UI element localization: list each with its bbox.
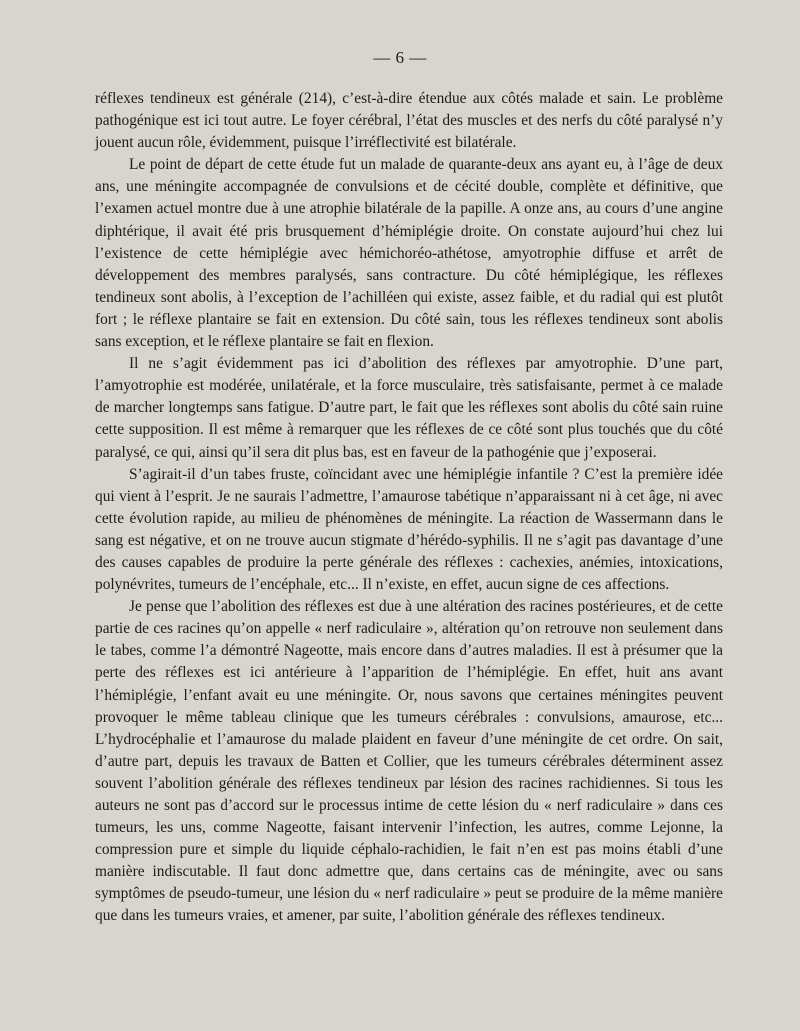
paragraph-3: Il ne s’agit évidemment pas ici d’abolition des réflexes par amyotrophie. D’une part, l’amyotrophie est modérée, unilatérale, et la force musculaire, très satisfaisante, permet à ce malade de marcher longtemps sans fatigue. D’autre part, le fait que les réflexes sont abolis du côté sain ruine cette supposition. Il est même à remarquer que les réflexes de ce côté sont plus touchés que du côté paralysé, ce qui, ainsi qu’il sera dit plus bas, est en faveur de la pathogénie que j’exposerai. xyxy=(95,355,723,461)
body-text xyxy=(95,88,723,928)
page-number: — 6 — xyxy=(373,48,427,67)
paragraph-5: Je pense que l’abolition des réflexes est due à une altération des racines postérieures, et de cette partie de ces racines qu’on appelle « nerf radiculaire », altération qu’on retrouve non seulement dans le tabes, comme l’a démontré Nageotte, mais encore dans d’autres maladies. Il est à présumer que la perte des réflexes est ici antérieure à l’apparition de l’hémiplégie. En effet, huit ans avant l’hémiplégie, l’enfant avait eu une méningite. Or, nous savons que certaines méningites peuvent provoquer le même tableau clinique que les tumeurs cérébrales : convulsions, amaurose, etc... L’hydrocéphalie et l’amaurose du malade plaident en faveur d’une méningite de cet ordre. On sait, d’autre part, depuis les travaux de Batten et Collier, que les tumeurs cérébrales déterminent assez souvent l’abolition générale des réflexes tendineux par lésion des racines rachidiennes. Si tous les auteurs ne sont pas d’accord sur le processus intime de cette lésion du « nerf radiculaire » dans ces tumeurs, les uns, comme Nageotte, faisant intervenir l’infection, les autres, comme Lejonne, la compression pure et simple du liquide céphalo-rachidien, le fait n’en est pas moins établi d’une manière indiscutable. Il faut donc admettre que, dans certains cas de méningite, avec ou sans symptômes de pseudo-tumeur, une lésion du « nerf radiculaire » peut se produire de la même manière que dans les tumeurs vraies, et amener, par suite, l’abolition générale des réflexes tendineux. xyxy=(95,598,723,925)
paragraph-2: Le point de départ de cette étude fut un malade de quarante-deux ans ayant eu, à l’âge de deux ans, une méningite accompagnée de convulsions et de cécité double, complète et définitive, que l’examen actuel montre due à une atrophie bilatérale de la papille. A onze ans, au cours d’une angine diphtérique, il avait été pris brusquement d’hémiplégie droite. On constate aujourd’hui chez lui l’existence de cette hémiplégie avec hémichoréo-athétose, amyotrophie diffuse et arrêt de développement des membres paralysés, sans contracture. Du côté hémiplégique, les réflexes tendineux sont abolis, à l’exception de l’achilléen qui existe, assez faible, et du radial qui est plutôt fort ; le réflexe plantaire se fait en extension. Du côté sain, tous les réflexes tendineux sont abolis sans exception, et le réflexe plantaire se fait en flexion. xyxy=(95,156,723,351)
paragraph-4: S’agirait-il d’un tabes fruste, coïncidant avec une hémiplégie infantile ? C’est la première idée qui vient à l’esprit. Je ne saurais l’admettre, l’amaurose tabétique n’apparaissant ni à cet âge, ni avec cette évolution rapide, au milieu de phénomènes de méningite. La réaction de Wassermann dans le sang est négative, et on ne trouve aucun stigmate d’hérédo-syphilis. Il ne s’agit pas davantage d’une des causes capables de produire la perte générale des réflexes : cachexies, anémies, intoxications, polynévrites, tumeurs de l’encéphale, etc... Il n’existe, en effet, aucun signe de ces affections. xyxy=(95,465,723,594)
paragraph-1: réflexes tendineux est générale (214), c’est-à-dire étendue aux côtés malade et sain. Le problème pathogénique est ici tout autre. Le foyer cérébral, l’état des muscles et des nerfs du côté paralysé n’y jouent aucun rôle, évidemment, puisque l’irréflectivité est bilatérale. xyxy=(95,90,723,152)
